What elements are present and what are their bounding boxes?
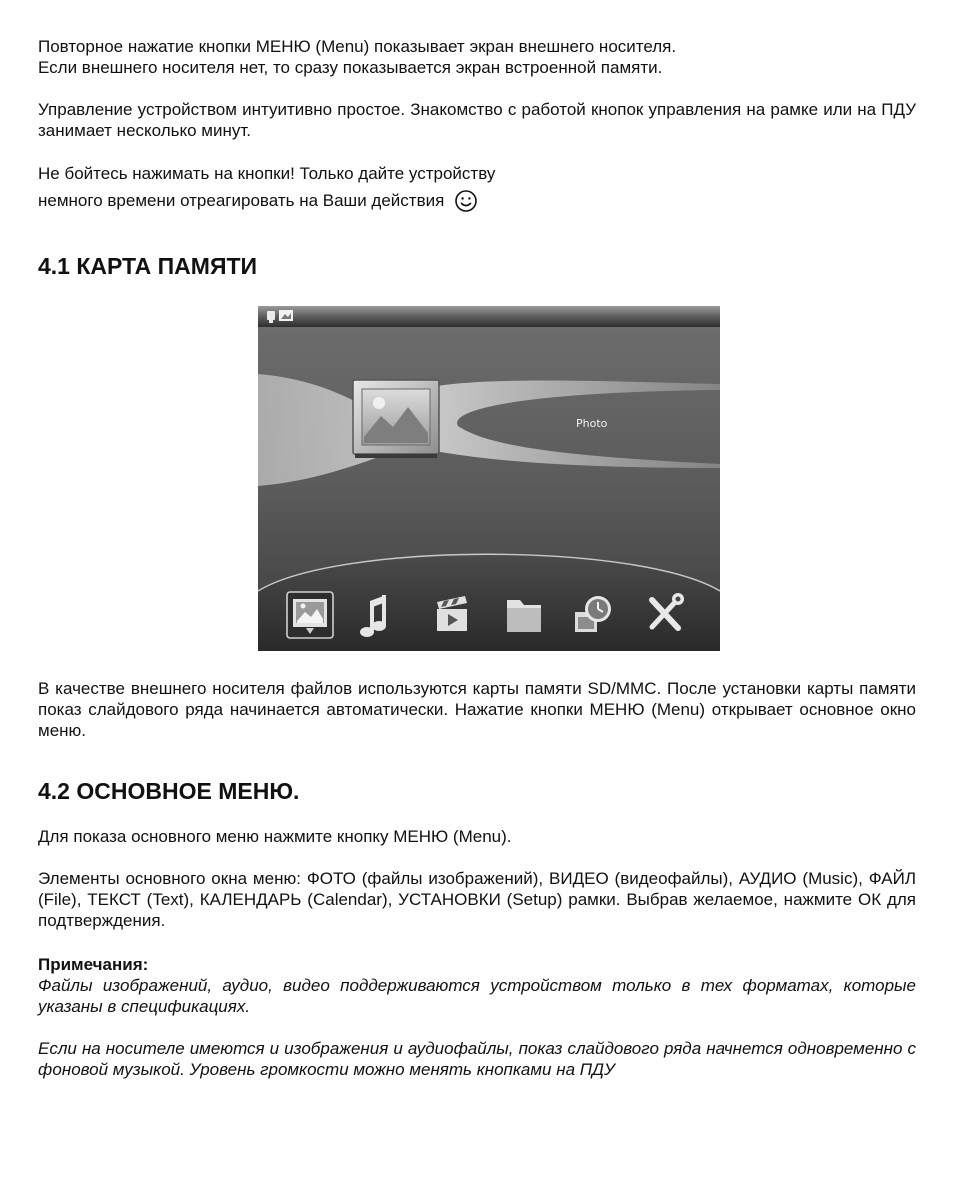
intro-line-2: Если внешнего носителя нет, то сразу показывается экран встроенной памяти. xyxy=(38,58,663,77)
section-heading-memory-card: 4.1 КАРТА ПАМЯТИ xyxy=(38,253,258,279)
intro-line-1: Повторное нажатие кнопки МЕНЮ (Menu) показывает экран внешнего носителя. xyxy=(38,37,677,56)
main-menu-paragraph-1: Для показа основного меню нажмите кнопку МЕНЮ (Menu). xyxy=(38,827,512,846)
menu-video-icon[interactable] xyxy=(437,596,467,631)
memory-card-paragraph: В качестве внешнего носителя файлов используются карты памяти SD/MMC. После установки карты памяти показ слайдового ряда начинается автоматически. Нажатие кнопки МЕНЮ (Menu) открывает основное окно меню. xyxy=(38,679,916,740)
notes-title: Примечания: xyxy=(38,955,149,974)
note-1: Файлы изображений, аудио, видео поддерживаются устройством только в тех форматах, которые указаны в спецификациях. xyxy=(38,976,916,1016)
selected-item-label: Photo xyxy=(576,417,608,430)
picture-icon xyxy=(279,310,293,321)
selected-photo-icon xyxy=(353,380,439,458)
frame-menu-screen xyxy=(258,306,720,651)
frame-screenshot xyxy=(258,306,720,651)
menu-photo-icon[interactable] xyxy=(287,592,333,638)
intro-paragraph-3-line-1: Не бойтесь нажимать на кнопки! Только дайте устройству xyxy=(38,164,496,183)
note-2: Если на носителе имеются и изображения и аудиофайлы, показ слайдового ряда начнется одновременно с фоновой музыкой. Уровень громкости можно менять кнопками на ПДУ xyxy=(38,1039,916,1079)
main-menu-paragraph-2: Элементы основного окна меню: ФОТО (файлы изображений), ВИДЕО (видеофайлы), АУДИО (Music), ФАЙЛ (File), ТЕКСТ (Text), КАЛЕНДАРЬ (Calendar), УСТАНОВКИ (Setup) рамки. Выбрав желаемое, нажмите ОК для подтверждения. xyxy=(38,869,916,930)
smiley-icon xyxy=(454,189,478,213)
intro-paragraph-3-line-2 xyxy=(38,187,916,214)
manual-page xyxy=(38,36,916,1080)
intro-line-4: немного времени отреагировать на Ваши действия xyxy=(38,191,445,210)
intro-paragraph-2: Управление устройством интуитивно простое. Знакомство с работой кнопок управления на рамке или на ПДУ занимает несколько минут. xyxy=(38,100,916,140)
intro-paragraph-1 xyxy=(38,36,916,78)
section-heading-main-menu: 4.2 ОСНОВНОЕ МЕНЮ. xyxy=(38,778,300,804)
